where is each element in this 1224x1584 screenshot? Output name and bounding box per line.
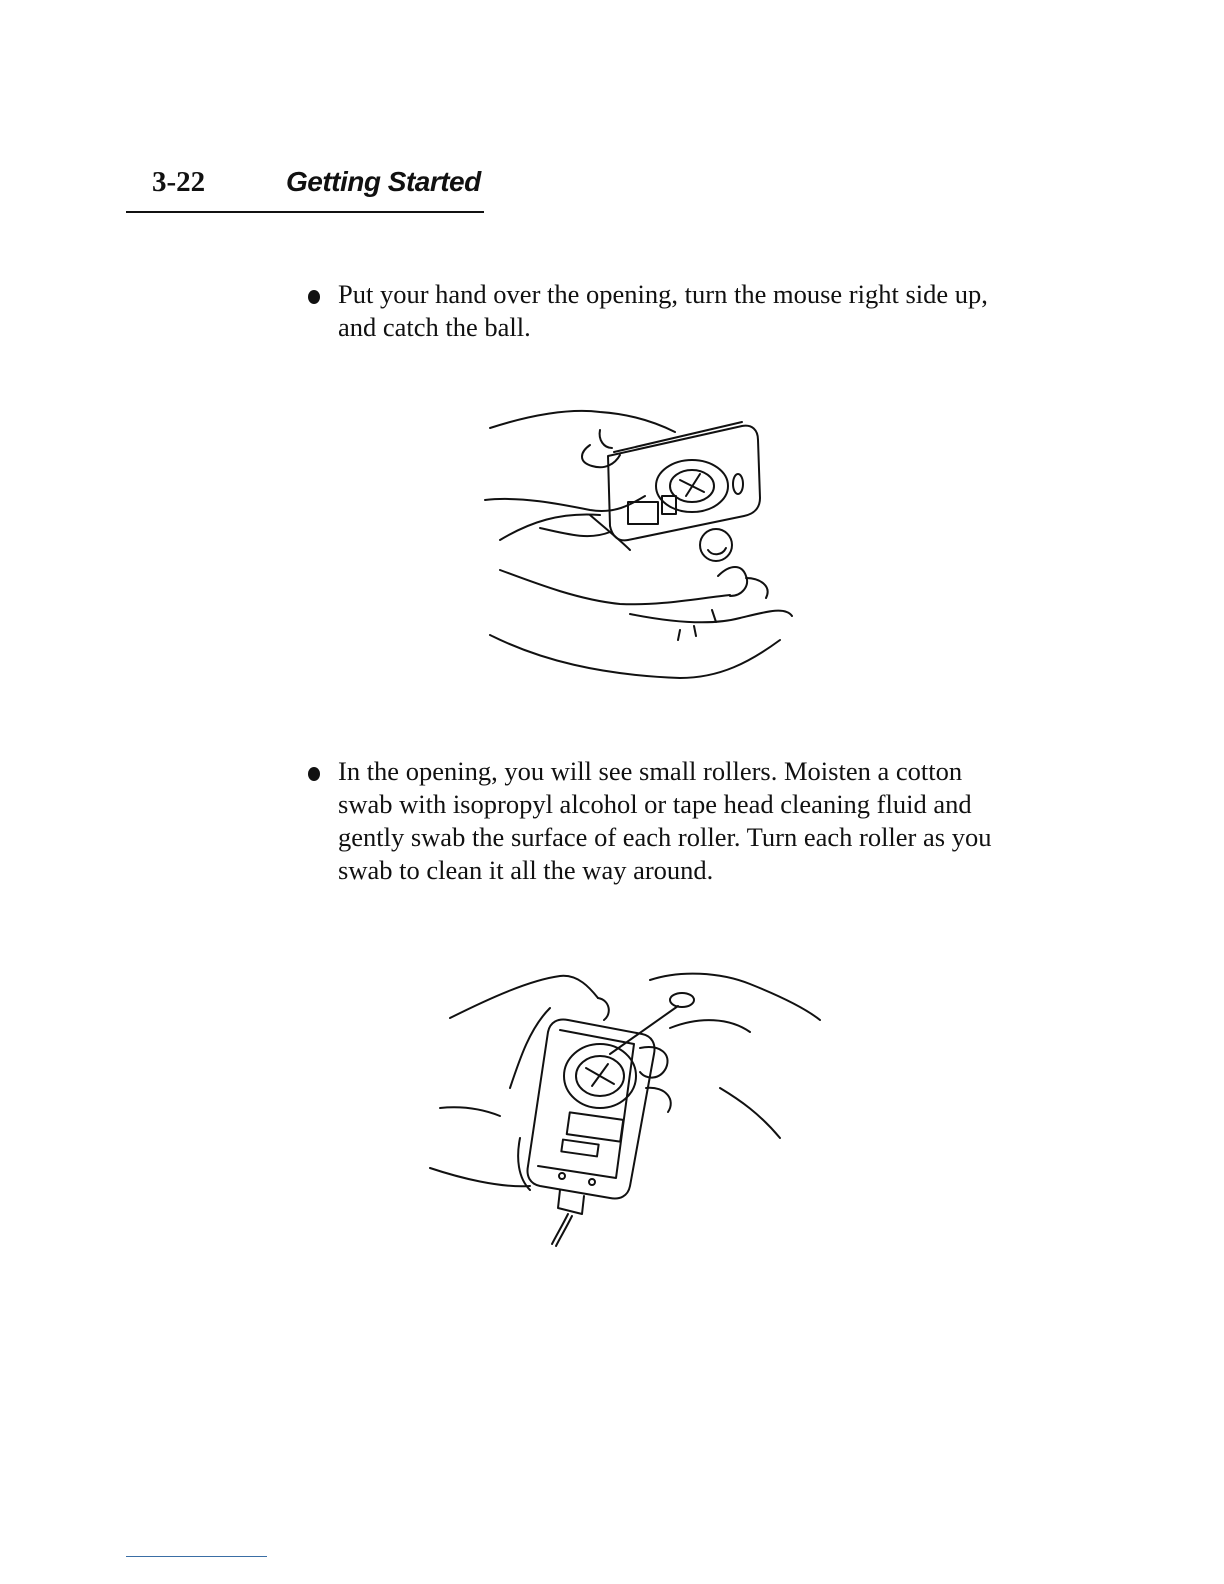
bullet-dot-icon — [308, 767, 320, 781]
bullet-dot-icon — [308, 290, 320, 304]
swabbing-rollers-image — [420, 968, 830, 1248]
footer-rule — [126, 1556, 267, 1557]
bullet-item-catch-ball — [308, 278, 1008, 344]
page-number: 3-22 — [152, 166, 206, 198]
hand-catching-ball-image — [480, 400, 810, 685]
illustration-catch-ball — [480, 400, 810, 685]
bullet-item-clean-rollers — [308, 755, 1008, 887]
header-rule — [126, 211, 484, 213]
bullet-text: Put your hand over the opening, turn the mouse right side up, and catch the ball. — [338, 279, 988, 342]
section-title: Getting Started — [286, 166, 481, 197]
illustration-swab-rollers — [420, 968, 830, 1248]
bullet-text: In the opening, you will see small rollers. Moisten a cotton swab with isopropyl alcohol or tape head cleaning fluid and gently swab the surface of each roller. Turn each roller as you swab to clean it all the way around. — [338, 756, 992, 885]
